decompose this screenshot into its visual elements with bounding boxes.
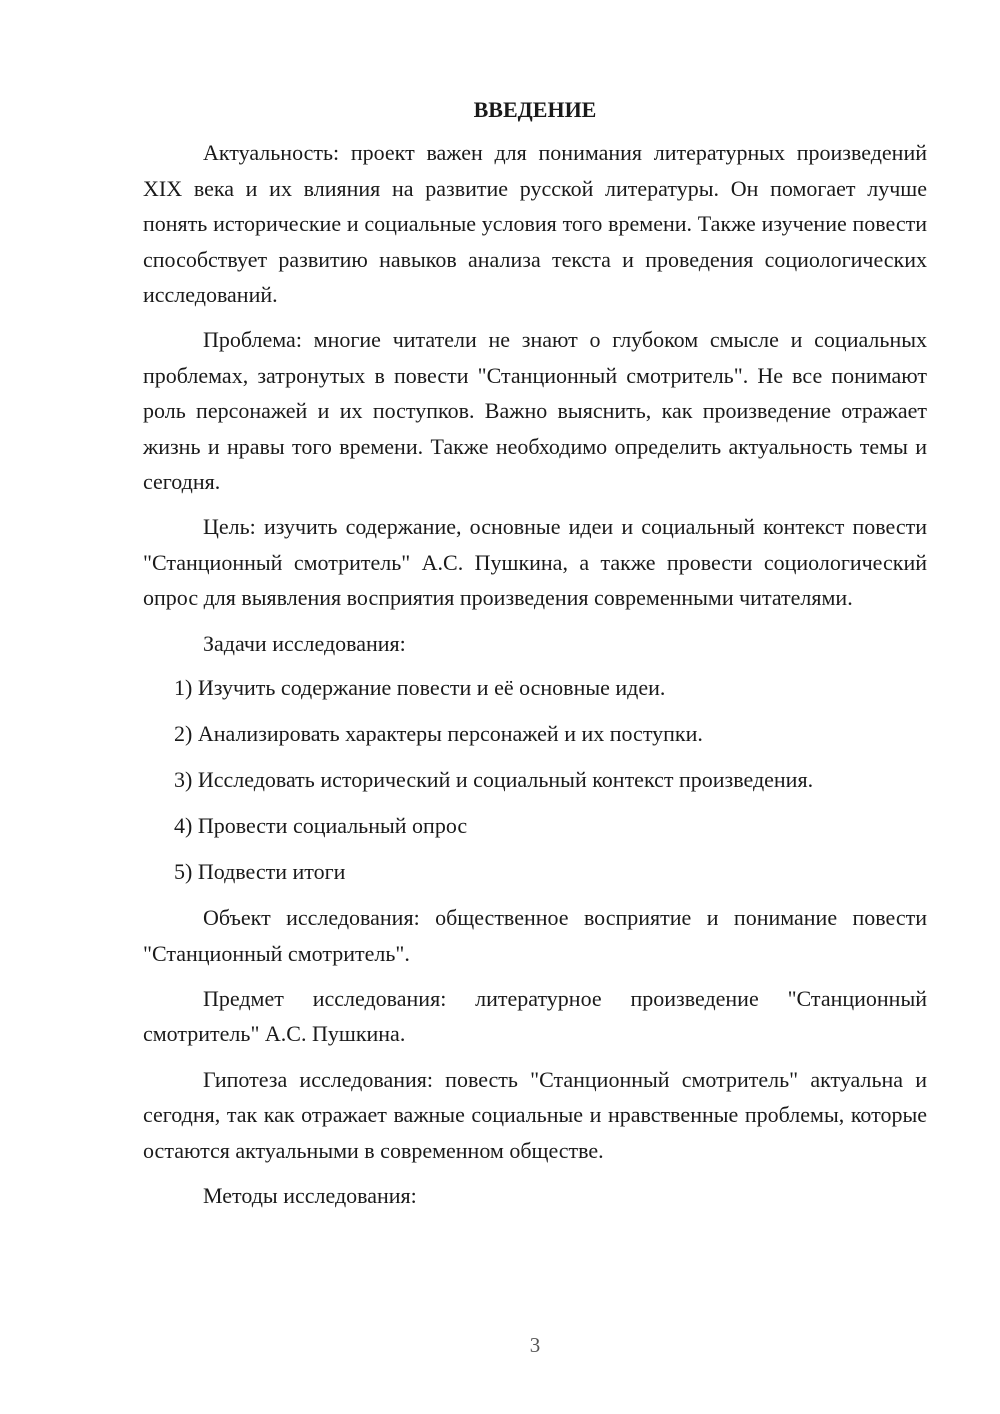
tasks-heading: Задачи исследования: [203, 630, 406, 656]
task-item-2: 2) Анализировать характеры персонажей и их поступки. [174, 721, 703, 747]
paragraph-relevance: Актуальность: проект важен для понимания литературных произведений XIX века и их влияния на развитие русской литературы. Он помогает лучше понять исторические и социальные условия того времени. Также изучение повести способствует развитию навыков анализа текста и проведения социологических исследований. [143, 140, 927, 308]
paragraph-object: Объект исследования: общественное восприятие и понимание повести "Станционный смотритель". [143, 905, 927, 966]
section-title: ВВЕДЕНИЕ [473, 97, 597, 122]
task-item-3: 3) Исследовать исторический и социальный контекст произведения. [174, 767, 814, 793]
tasks-list [143, 670, 927, 889]
paragraph-subject: Предмет исследования: литературное произведение "Станционный смотритель" А.С. Пушкина. [143, 985, 927, 1047]
paragraph-hypothesis: Гипотеза исследования: повесть "Станционный смотритель" актуальна и сегодня, так как отражает важные социальные и нравственные проблемы, которые остаются актуальными в современном обществе. [143, 1066, 927, 1163]
methods-heading: Методы исследования: [203, 1182, 417, 1208]
document-page [143, 92, 927, 1223]
task-item-4: 4) Провести социальный опрос [174, 813, 468, 839]
paragraph-problem: Проблема: многие читатели не знают о глубоком смысле и социальных проблемах, затронутых в повести "Станционный смотритель". Не все понимают роль персонажей и их поступков. Важно выяснить, как произведение отражает жизнь и нравы того времени. Также необходимо определить актуальность темы и сегодня. [143, 327, 927, 495]
page-number: 3 [529, 1333, 541, 1357]
paragraph-goal: Цель: изучить содержание, основные идеи и социальный контекст повести "Станционный смотритель" А.С. Пушкина, а также провести социологический опрос для выявления восприятия произведения современными читателями. [143, 514, 927, 611]
task-item-5: 5) Подвести итоги [174, 859, 346, 885]
task-item-1: 1) Изучить содержание повести и её основные идеи. [174, 675, 666, 701]
